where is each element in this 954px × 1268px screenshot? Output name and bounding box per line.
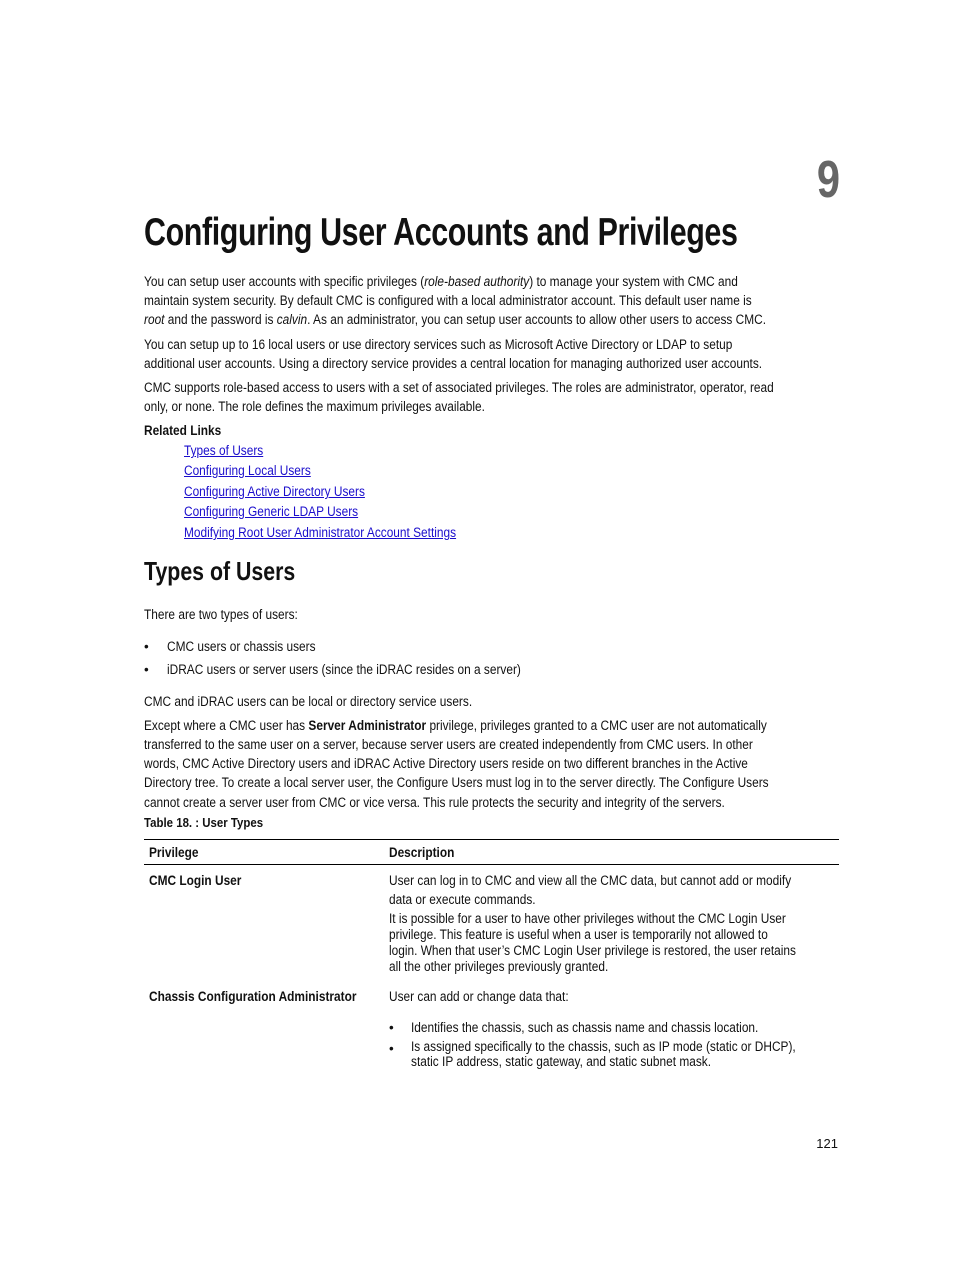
link-text[interactable]: Types of Users (184, 443, 264, 458)
bullet-icon: • (389, 1041, 394, 1056)
section-bullet-2: iDRAC users or server users (since the iDRAC resides on a server) (167, 662, 521, 677)
related-link-local-users[interactable] (184, 461, 311, 480)
related-link-ldap[interactable] (184, 502, 358, 521)
related-link-active-directory[interactable] (184, 482, 365, 501)
intro-p3-line2: only, or none. The role defines the maximum privileges available. (144, 399, 485, 414)
intro-p2-line2: additional user accounts. Using a directory service provides a central location for managing authorized user accounts. (144, 356, 763, 371)
table-row-2-bullet-2-line2: static IP address, static gateway, and static subnet mask. (411, 1054, 712, 1069)
text: and the password is (164, 312, 277, 327)
table-row-2-bullet-1: Identifies the chassis, such as chassis name and chassis location. (411, 1020, 759, 1035)
section-heading: Types of Users (144, 556, 296, 586)
related-link-types-of-users[interactable] (184, 441, 263, 460)
section-p3-line4: Directory tree. To create a local server user, the Configure Users must log in to the server directly. The Configure Users (144, 775, 769, 790)
table-row-2-bullet-2-line1: Is assigned specifically to the chassis, such as IP mode (static or DHCP), (411, 1039, 796, 1054)
table-row-1-privilege: CMC Login User (149, 873, 242, 888)
intro-p2-line1: You can setup up to 16 local users or use directory services such as Microsoft Active Directory or LDAP to setup (144, 337, 733, 352)
table-caption: Table 18. : User Types (144, 815, 264, 830)
text: You can setup user accounts with specific privileges ( (144, 274, 425, 289)
link-text[interactable]: Configuring Local Users (184, 463, 311, 478)
table-row-1-desc-line: data or execute commands. (389, 892, 536, 907)
table-row-2-privilege: Chassis Configuration Administrator (149, 989, 357, 1004)
table-row-2-desc-line: User can add or change data that: (389, 989, 569, 1004)
intro-p1-line3 (144, 310, 766, 329)
bold-text: Server Administrator (308, 718, 427, 733)
table-header-privilege: Privilege (149, 845, 199, 860)
table-row-1-desc-line: all the other privileges previously granted. (389, 959, 609, 974)
chapter-number: 9 (816, 151, 840, 209)
emphasis: role-based authority (424, 274, 530, 289)
related-links-heading: Related Links (144, 423, 222, 438)
bullet-icon: • (144, 639, 149, 654)
table-header-description: Description (389, 845, 455, 860)
table-row-1-desc-line: It is possible for a user to have other privileges without the CMC Login User (389, 911, 786, 926)
link-text[interactable]: Configuring Generic LDAP Users (184, 504, 359, 519)
text: privilege, privileges granted to a CMC user are not automatically (426, 718, 767, 733)
section-p3-line5: cannot create a server user from CMC or vice versa. This rule protects the security and integrity of the servers. (144, 795, 725, 810)
related-link-root-user[interactable] (184, 523, 456, 542)
section-p3-line3: words, CMC Active Directory users and iDRAC Active Directory users reside on two different branches in the Active (144, 756, 748, 771)
link-text[interactable]: Configuring Active Directory Users (184, 484, 365, 499)
intro-p3-line1: CMC supports role-based access to users with a set of associated privileges. The roles are administrator, operator, read (144, 380, 774, 395)
link-text[interactable]: Modifying Root User Administrator Account Settings (184, 525, 457, 540)
intro-p1-line2: maintain system security. By default CMC is configured with a local administrator account. This default user name is (144, 293, 752, 308)
intro-p1-line1 (144, 272, 738, 291)
section-p3-line2: transferred to the same user on a server, because server users are created independently from CMC users. In other (144, 737, 753, 752)
text: Except where a CMC user has (144, 718, 309, 733)
text: ) to manage your system with CMC and (529, 274, 738, 289)
emphasis: root (144, 312, 165, 327)
table-row-1-desc-line: privilege. This feature is useful when a user is temporarily not allowed to (389, 927, 768, 942)
page-title: Configuring User Accounts and Privileges (144, 211, 738, 254)
page-number: 121 (816, 1136, 838, 1151)
section-p3-line1 (144, 716, 767, 735)
text: . As an administrator, you can setup user accounts to allow other users to access CMC. (307, 312, 767, 327)
table-row-1-desc-line: User can log in to CMC and view all the CMC data, but cannot add or modify (389, 873, 792, 888)
bullet-icon: • (389, 1020, 394, 1035)
section-p2: CMC and iDRAC users can be local or directory service users. (144, 694, 473, 709)
table-row-1-desc-line: login. When that user’s CMC Login User privilege is restored, the user retains (389, 943, 796, 958)
table-header-rule (144, 864, 839, 865)
bullet-icon: • (144, 662, 149, 677)
emphasis: calvin (276, 312, 308, 327)
section-bullet-1: CMC users or chassis users (167, 639, 316, 654)
table-top-rule (144, 839, 839, 840)
section-p1: There are two types of users: (144, 607, 298, 622)
